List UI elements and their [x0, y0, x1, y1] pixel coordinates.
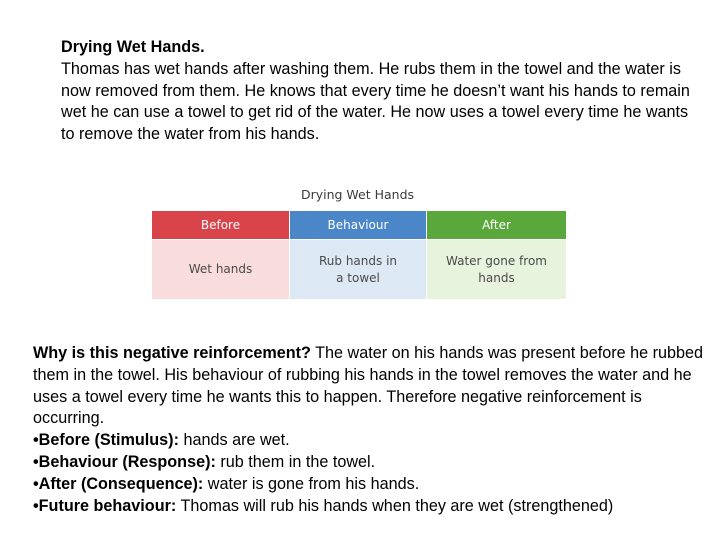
behaviour-cell [290, 240, 426, 299]
abc-table-title: Drying Wet Hands [300, 187, 415, 202]
bullet-future [33, 496, 703, 518]
bullet-label: •Before (Stimulus): [33, 431, 179, 450]
before-cell: Wet hands [152, 240, 289, 299]
bullet-text: rub them in the towel. [215, 452, 376, 471]
before-header: Before [152, 211, 289, 239]
analysis-question: Why is this negative reinforcement? [33, 344, 311, 362]
intro-body: Thomas has wet hands after washing them. He rubs them in the towel and the water is now removed from them. He knows that every time he doesn’t want his hands to remain wet he can use a towel to get rid of the water. He now uses a towel every time he wants to remove the water from his hands. [61, 59, 690, 144]
after-cell [427, 240, 566, 299]
bullet-label: •After (Consequence): [33, 474, 204, 493]
bullet-label: •Behaviour (Response): [33, 452, 216, 471]
intro-paragraph [61, 37, 701, 146]
bullet-behaviour [33, 452, 703, 474]
bullet-text: Thomas will rub his hands when they are wet (strengthened) [176, 496, 614, 515]
bullet-before [33, 430, 703, 452]
analysis-section [33, 343, 703, 517]
bullet-text: hands are wet. [178, 431, 290, 450]
bullet-label: •Future behaviour: [33, 496, 177, 515]
after-cell-text: Water gone from hands [446, 253, 547, 285]
bullet-text: water is gone from his hands. [203, 474, 420, 493]
behaviour-header: Behaviour [290, 211, 426, 239]
analysis-answer: The water on his hands was present before he rubbed them in the towel. His behaviour of rubbing his hands in the towel removes the water and he uses a towel every time he wants this to happen. Therefore negative reinforcement is occurring. [33, 344, 704, 428]
after-header: After [427, 211, 566, 239]
intro-title: Drying Wet Hands. [61, 38, 205, 56]
abc-table [147, 178, 568, 305]
bullet-after [33, 474, 703, 496]
behaviour-cell-text: Rub hands in a towel [318, 253, 398, 285]
